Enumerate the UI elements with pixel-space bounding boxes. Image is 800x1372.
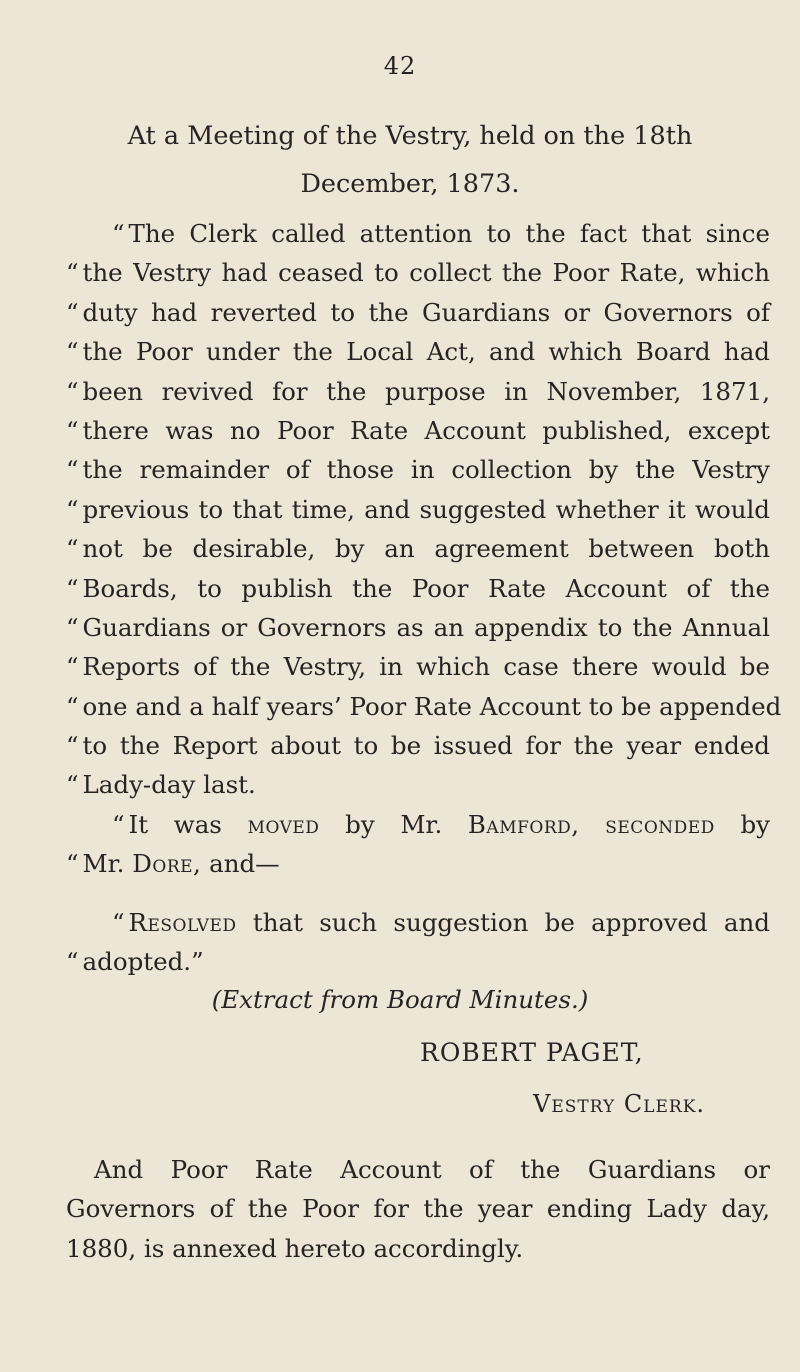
quote-line (66, 569, 770, 608)
quote-line-text: The Clerk called attention to the fact that since (128, 219, 770, 248)
heading-line-2: December, 1873. (300, 169, 520, 199)
quote-mark: “ (112, 810, 125, 839)
quote-mark: “ (66, 612, 79, 642)
quote-line (66, 372, 770, 411)
closing-paragraph (66, 1150, 770, 1268)
quote-line-text: not be desirable, by an agreement between both (82, 534, 770, 564)
quote-mark: “ (112, 908, 125, 937)
quote-line (66, 253, 770, 292)
resolution-line-1 (66, 903, 770, 942)
quote-line-text: Guardians or Governors as an appendix to the Annual (82, 612, 770, 642)
seconder-name: Dore, (132, 849, 202, 879)
clerk-quote (66, 214, 782, 805)
quote-mark: “ (66, 494, 79, 524)
motion-text: by (740, 810, 771, 839)
quote-line (66, 765, 770, 804)
quote-line-text: the Vestry had ceased to collect the Poor Rate, which (82, 258, 770, 288)
quote-mark: “ (112, 219, 125, 248)
quote-mark: “ (66, 731, 79, 761)
quote-mark: “ (66, 770, 79, 800)
heading-line-1: At a Meeting of the Vestry, held on the 18th (127, 121, 693, 151)
quote-mark: “ (66, 455, 79, 485)
quote-line (66, 647, 770, 686)
quote-mark: “ (66, 534, 79, 564)
signer-title: Vestry Clerk. (533, 1090, 706, 1118)
resolution-line-2 (66, 942, 770, 981)
closing-line: Governors of the Poor for the year ending Lady day, (66, 1194, 770, 1224)
quote-line-text: Lady-day last. (82, 770, 256, 800)
motion-text: Mr. (82, 849, 125, 879)
motion-text: by Mr. (345, 810, 443, 839)
quote-line (66, 293, 770, 332)
resolution-text: adopted.” (82, 947, 204, 977)
quote-mark: “ (66, 652, 79, 682)
quote-line-text: been revived for the purpose in November, 1871, (82, 376, 770, 406)
motion-text: It was (128, 810, 222, 839)
quote-line (66, 411, 770, 450)
moved-label: moved (247, 810, 320, 839)
quote-line-text: Boards, to publish the Poor Rate Account of the (82, 573, 770, 603)
signer-name: ROBERT PAGET, (420, 1038, 644, 1067)
quote-line (66, 450, 770, 489)
quote-mark: “ (66, 849, 79, 879)
quote-line (66, 332, 770, 371)
motion-line-1 (66, 805, 770, 844)
quote-mark: “ (66, 297, 79, 327)
meeting-heading (100, 112, 720, 208)
quote-line-text: previous to that time, and suggested whether it would (82, 494, 770, 524)
quote-line-text: the Poor under the Local Act, and which Board had (82, 337, 770, 367)
quote-line (66, 726, 770, 765)
quote-mark: “ (66, 691, 79, 721)
seconded-label: seconded (605, 810, 715, 839)
quote-line-text: there was no Poor Rate Account published, except (82, 415, 770, 445)
motion-paragraph (66, 805, 770, 884)
resolved-label: Resolved (128, 908, 237, 937)
quote-line-text: the remainder of those in collection by the Vestry (82, 455, 770, 485)
quote-mark: “ (66, 573, 79, 603)
quote-mark: “ (66, 947, 79, 977)
quote-line-text: one and a half years’ Poor Rate Account to be appended (82, 691, 782, 721)
quote-line (66, 490, 770, 529)
closing-line: And Poor Rate Account of the Guardians or (94, 1155, 770, 1184)
quote-line (66, 529, 770, 568)
quote-mark: “ (66, 415, 79, 445)
extract-note: (Extract from Board Minutes.) (211, 985, 589, 1014)
quote-line (66, 214, 770, 253)
closing-line: 1880, is annexed hereto accordingly. (66, 1233, 524, 1263)
mover-name: Bamford, (467, 810, 580, 839)
quote-line-text: Reports of the Vestry, in which case there would be (82, 652, 770, 682)
motion-line-2 (66, 844, 770, 883)
quote-line-text: duty had reverted to the Guardians or Governors of (82, 297, 770, 327)
quote-mark: “ (66, 337, 79, 367)
quote-mark: “ (66, 376, 79, 406)
quote-mark: “ (66, 258, 79, 288)
quote-line (66, 608, 770, 647)
resolution-paragraph (66, 903, 770, 982)
quote-line (66, 687, 782, 726)
motion-text: and— (209, 849, 280, 879)
page-number: 42 (383, 52, 417, 80)
quote-line-text: to the Report about to be issued for the year ended (82, 731, 770, 761)
resolution-text: that such suggestion be approved and (252, 908, 770, 937)
